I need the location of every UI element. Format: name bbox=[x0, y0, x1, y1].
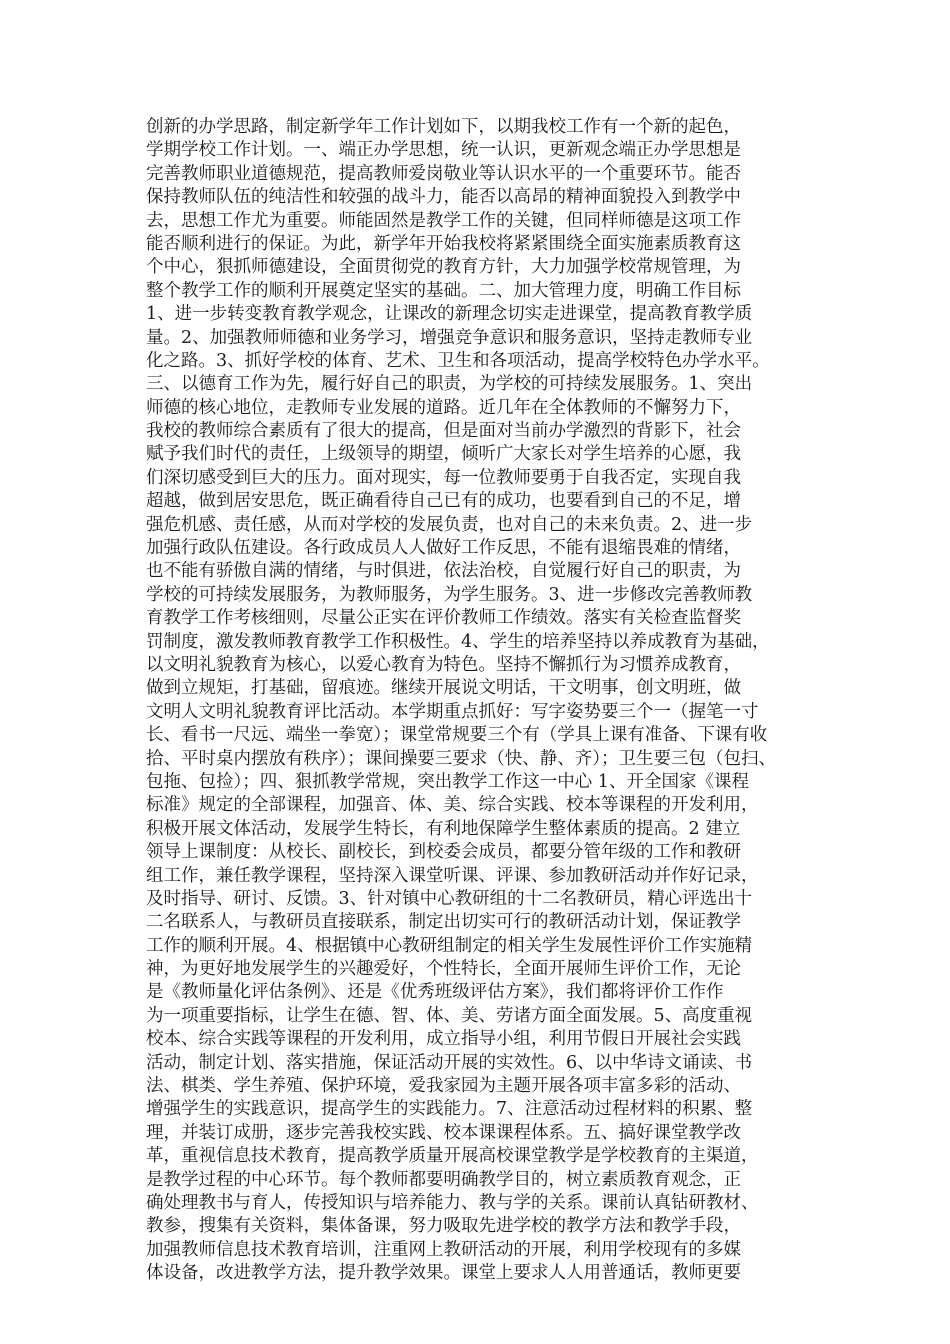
text-line: 工作的顺利开展。4、根据镇中心教研组制定的相关学生发展性评价工作实施精 bbox=[146, 935, 753, 956]
text-line: 神，为更好地发展学生的兴趣爱好，个性特长，全面开展师生评价工作，无论 bbox=[146, 959, 741, 980]
text-line: 是《教师量化评估条例》、还是《优秀班级评估方案》，我们都将评价工作作 bbox=[146, 982, 724, 1003]
text-line: 领导上课制度：从校长、副校长，到校委会成员，都要分管年级的工作和教研 bbox=[146, 842, 741, 863]
text-line: 师德的核心地位，走教师专业发展的道路。近几年在全体教师的不懈努力下， bbox=[146, 397, 741, 418]
text-line: 学期学校工作计划。一、端正办学思想，统一认识，更新观念端正办学思想是 bbox=[146, 140, 741, 161]
text-line: 组工作，兼任教学课程，坚持深入课堂听课、评课、参加教研活动并作好记录， bbox=[146, 865, 759, 886]
text-line: 校本、综合实践等课程的开发利用，成立指导小组，利用节假日开展社会实践 bbox=[146, 1029, 741, 1050]
text-line: 也不能有骄傲自满的情绪，与时俱进，依法治校，自觉履行好自己的职责，为 bbox=[146, 561, 741, 582]
text-line: 体设备，改进教学方法，提升教学效果。课堂上要求人人用普通话，教师更要 bbox=[146, 1263, 741, 1284]
text-line: 创新的办学思路，制定新学年工作计划如下，以期我校工作有一个新的起色， bbox=[146, 117, 741, 137]
text-line: 是教学过程的中心环节。每个教师都要明确教学目的，树立素质教育观念，正 bbox=[146, 1169, 741, 1190]
text-line: 法、棋类、学生养殖、保护环境，爱我家园为主题开展各项丰富多彩的活动、 bbox=[146, 1076, 741, 1097]
text-line: 积极开展文体活动，发展学生特长，有利地保障学生整体素质的提高。2 建立 bbox=[146, 818, 741, 839]
text-line: 化之路。3、抓好学校的体育、艺术、卫生和各项活动，提高学校特色办学水平。 bbox=[146, 350, 770, 371]
text-line: 三、以德育工作为先，履行好自己的职责，为学校的可持续发展服务。1、突出 bbox=[146, 374, 753, 395]
text-line: 及时指导、研讨、反馈。3、针对镇中心教研组的十二名教研员，精心评选出十 bbox=[146, 888, 753, 909]
text-line: 完善教师职业道德规范，提高教师爱岗敬业等认识水平的一个重要环节。能否 bbox=[146, 163, 741, 184]
text-line: 做到立规矩，打基础，留痕迹。继续开展说文明话，干文明事，创文明班，做 bbox=[146, 678, 741, 699]
text-line: 去，思想工作尤为重要。师能固然是教学工作的关键，但同样师德是这项工作 bbox=[146, 210, 741, 231]
text-line: 文明人文明礼貌教育评比活动。本学期重点抓好：写字姿势要三个一（握笔一寸 bbox=[146, 701, 759, 722]
text-line: 育教学工作考核细则，尽量公正实在评价教师工作绩效。落实有关检查监督奖 bbox=[146, 608, 741, 629]
text-line: 以文明礼貌教育为核心，以爱心教育为特色。坚持不懈抓行为习惯养成教育， bbox=[146, 654, 741, 675]
text-line: 包拖、包捡）；四、狠抓教学常规，突出教学工作这一中心 1、开全国家《课程 bbox=[146, 771, 749, 792]
text-line: 1、进一步转变教育教学观念，让课改的新理念切实走进课堂，提高教育教学质 bbox=[146, 304, 753, 325]
text-line: 加强行政队伍建设。各行政成员人人做好工作反思，不能有退缩畏难的情绪， bbox=[146, 538, 741, 559]
text-line: 个中心，狠抓师德建设，全面贯彻党的教育方针，大力加强学校常规管理，为 bbox=[146, 257, 741, 278]
text-line: 能否顺利进行的保证。为此，新学年开始我校将紧紧围绕全面实施素质教育这 bbox=[146, 233, 741, 254]
text-line: 我校的教师综合素质有了很大的提高，但是面对当前办学激烈的背影下，社会 bbox=[146, 421, 741, 442]
text-line: 活动，制定计划、落实措施，保证活动开展的实效性。6、以中华诗文诵读、书 bbox=[146, 1052, 753, 1073]
text-line: 整个教学工作的顺利开展奠定坚实的基础。二、加大管理力度，明确工作目标 bbox=[146, 280, 741, 301]
text-line: 拾、平时桌内摆放有秩序）；课间操要三要求（快、静、齐）；卫生要三包（包扫、 bbox=[146, 748, 776, 769]
text-line: 加强教师信息技术教育培训，注重网上教研活动的开展，利用学校现有的多媒 bbox=[146, 1239, 741, 1260]
text-line: 二名联系人，与教研员直接联系，制定出切实可行的教研活动计划，保证教学 bbox=[146, 912, 741, 933]
text-line: 革，重视信息技术教育，提高教学质量开展高校课堂教学是学校教育的主渠道， bbox=[146, 1146, 759, 1167]
text-line: 为一项重要指标，让学生在德、智、体、美、劳诸方面全面发展。5、高度重视 bbox=[146, 1005, 753, 1026]
text-line: 确处理教书与育人，传授知识与培养能力、教与学的关系。课前认真钻研教材、 bbox=[146, 1192, 759, 1213]
text-line: 罚制度，激发教师教育教学工作积极性。4、学生的培养坚持以养成教育为基础， bbox=[146, 631, 770, 652]
text-line: 增强学生的实践意识，提高学生的实践能力。7、注意活动过程材料的积累、整 bbox=[146, 1099, 753, 1120]
text-line: 赋予我们时代的责任，上级领导的期望，倾听广大家长对学生培养的心愿，我 bbox=[146, 444, 741, 465]
text-line: 学校的可持续发展服务，为教师服务，为学生服务。3、进一步修改完善教师教 bbox=[146, 584, 753, 605]
text-line: 们深切感受到巨大的压力。面对现实，每一位教师要勇于自我否定，实现自我 bbox=[146, 467, 741, 488]
text-line: 长、看书一尺远、端坐一拳宽）；课堂常规要三个有（学具上课有准备、下课有收 bbox=[146, 725, 768, 746]
text-line: 理，并装订成册，逐步完善我校实践、校本课课程体系。五、搞好课堂教学改 bbox=[146, 1122, 741, 1143]
text-line: 强危机感、责任感，从而对学校的发展负责，也对自己的未来负责。2、进一步 bbox=[146, 514, 753, 535]
body-text bbox=[146, 116, 826, 1286]
text-line: 保持教师队伍的纯洁性和较强的战斗力，能否以高昂的精神面貌投入到教学中 bbox=[146, 187, 741, 208]
text-line: 量。2、加强教师师德和业务学习，增强竞争意识和服务意识，坚持走教师专业 bbox=[146, 327, 753, 348]
text-line: 超越，做到居安思危，既正确看待自己已有的成功，也要看到自己的不足，增 bbox=[146, 491, 741, 512]
text-line: 标准》规定的全部课程，加强音、体、美、综合实践、校本等课程的开发利用， bbox=[146, 795, 759, 816]
text-line: 教参，搜集有关资料，集体备课，努力吸取先进学校的教学方法和教学手段， bbox=[146, 1216, 741, 1237]
